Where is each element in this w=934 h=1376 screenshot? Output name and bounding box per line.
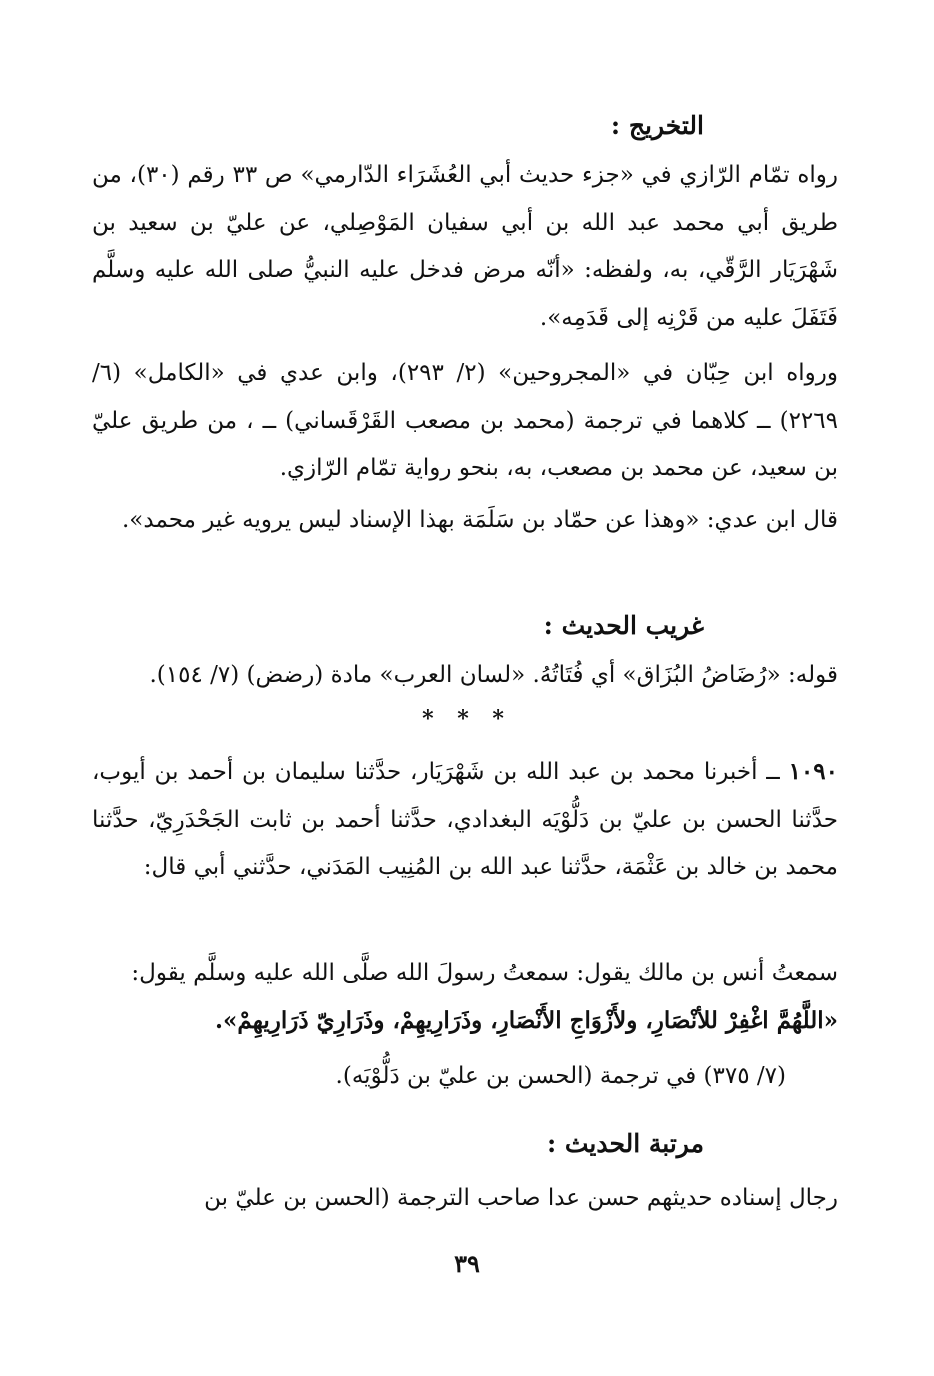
takhrij-paragraph-1: رواه تمّام الرّازي في «جزء حديث أبي العُشَرَاء الدّارمي» ص ٣٣ رقم (٣٠)، من طريق أبي محمد عبد الله بن أبي سفيان المَوْصِلي، عن عليّ بن سعيد بن شَهْرَيَار الرَّقّي، به، ولفظه: «أنّه مرض فدخل عليه النبيُّ صلى الله عليه وسلَّم فَتَفَلَ عليه من قَرْنِه إلى قَدَمِه». — [92, 162, 838, 331]
ibn-adi-quote: قال ابن عدي: «وهذا عن حمّاد بن سَلَمَة بهذا الإسناد ليس يرويه غير محمد». — [121, 507, 838, 533]
martaba-paragraph: رجال إسناده حديثهم حسن عدا صاحب الترجمة (الحسن بن عليّ بن — [204, 1185, 838, 1211]
page-number: ٣٩ — [454, 1249, 480, 1278]
martaba-heading: مرتبة الحديث : — [546, 1129, 704, 1158]
hadith-1090-intro: سمعتُ أنس بن مالك يقول: سمعتُ رسولَ الله صلَّى الله عليه وسلَّم يقول: — [131, 960, 838, 986]
hadith-1090-prayer: «اللَّهُمَّ اغْفِرْ للأنْصَارِ، ولأَزْوَاجِ الأَنْصَارِ، وذَرَارِيهِمْ، وذَرَارِيّ ذَرَارِيهِمْ». — [215, 1007, 838, 1034]
takhrij-heading: التخريج : — [610, 111, 704, 140]
hadith-1090-reference: (٧/ ٣٧٥) في ترجمة (الحسن بن عليّ بن دَلُّوْيَه). — [335, 1063, 786, 1089]
hadith-1090-isnad — [92, 748, 838, 892]
gharib-heading: غريب الحديث : — [543, 611, 704, 640]
isnad-text: ــ أخبرنا محمد بن عبد الله بن شَهْرَيَار، حدَّثنا سليمان بن أحمد بن أيوب، حدَّثنا الحسن بن عليّ بن دَلُّوْيَه البغدادي، حدَّثنا أحمد بن ثابت الجَحْدَرِيّ، حدَّثنا محمد بن خالد بن عَثْمَة، حدَّثنا عبد الله بن المُنِيب المَدَني، حدَّثني أبي قال: — [92, 759, 838, 880]
gharib-paragraph: قوله: «رُضَاضُ البُزَاق» أي فُتَاتُهُ. «لسان العرب» مادة (رضض) (٧/ ١٥٤). — [149, 662, 838, 688]
takhrij-paragraph-2: ورواه ابن حِبّان في «المجروحين» (٢/ ٢٩٣)، وابن عدي في «الكامل» (٦/ ٢٢٦٩) ــ كلاهما في ترجمة (محمد بن مصعب القَرْقَساني) ــ ، من طريق عليّ بن سعيد، عن محمد بن مصعب، به، بنحو رواية تمّام الرّازي. — [92, 360, 838, 481]
hadith-number: ١٠٩٠ — [788, 758, 838, 785]
section-separator: * * * — [422, 706, 512, 732]
